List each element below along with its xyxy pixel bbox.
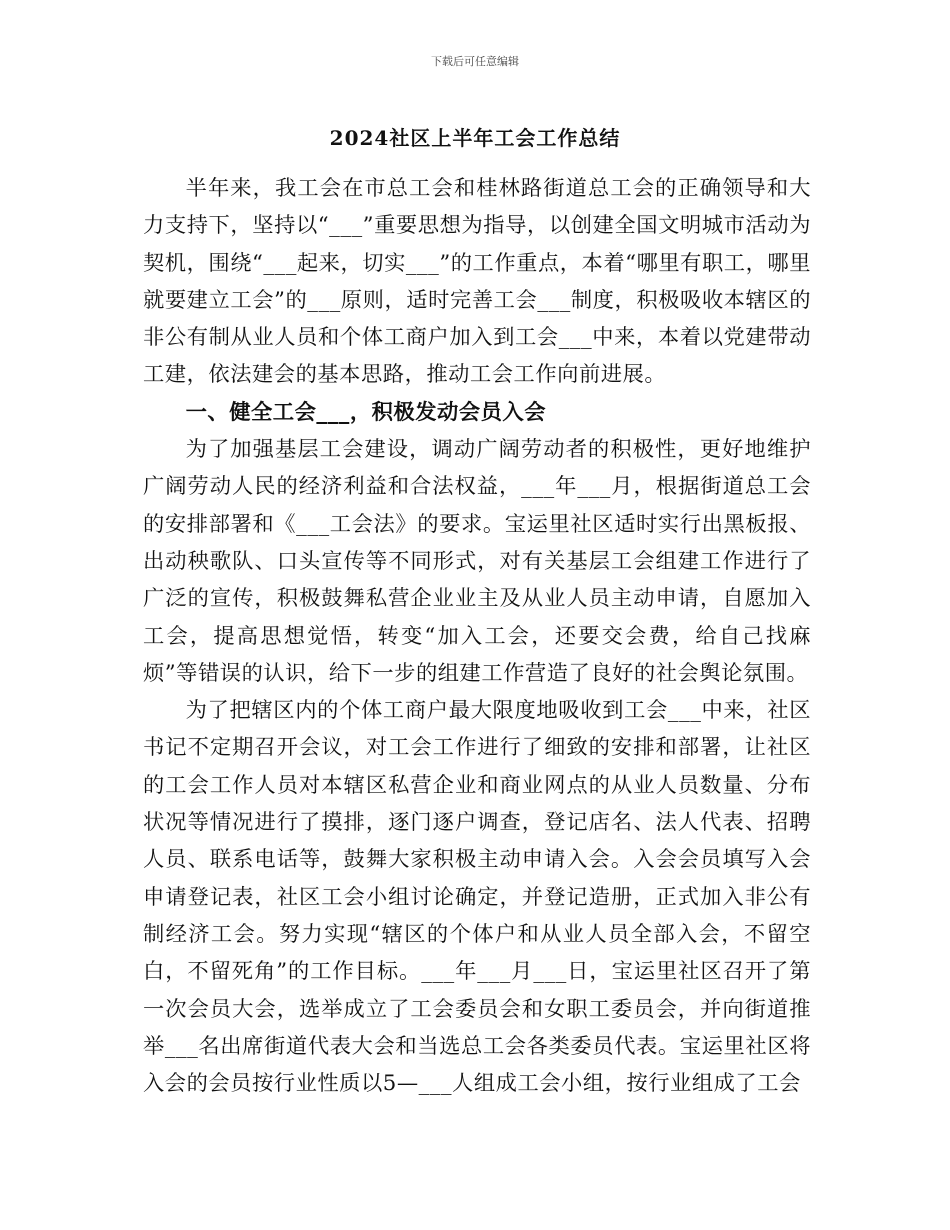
body-paragraph: 为了把辖区内的个体工商户最大限度地吸收到工会___中来，社区书记不定期召开会议，对工会工作进行了细致的安排和部署，让社区的工会工作人员对本辖区私营企业和商业网点的从业人员数量、分布状况等情况进行了摸排，逐门逐户调查，登记店名、法人代表、招聘人员、联系电话等，鼓舞大家积极主动申请入会。入会会员填写入会申请登记表，社区工会小组讨论确定，并登记造册，正式加入非公有制经济工会。努力实现“辖区的个体户和从业人员全部入会，不留空白，不留死角”的工作目标。___年___月___日，宝运里社区召开了第一次会员大会，选举成立了工会委员会和女职工委员会，并向街道推举___名出席街道代表大会和当选总工会各类委员代表。宝运里社区将入会的会员按行业性质以5—___人组成工会小组，按行业组成了工会 xyxy=(143,698,811,1097)
section-heading: 一、健全工会___，积极发动会员入会 xyxy=(185,399,546,425)
document-title: 2024社区上半年工会工作总结 xyxy=(329,126,621,150)
document-body xyxy=(143,170,811,1102)
page-header-note: 下载后可任意编辑 xyxy=(431,55,519,68)
body-paragraph: 为了加强基层工会建设，调动广阔劳动者的积极性，更好地维护广阔劳动人民的经济利益和合法权益，___年___月，根据街道总工会的安排部署和《___工会法》的要求。宝运里社区适时实行出黑板报、出动秧歌队、口头宣传等不同形式，对有关基层工会组建工作进行了广泛的宣传，积极鼓舞私营企业业主及从业人员主动申请，自愿加入工会，提高思想觉悟，转变“加入工会，还要交会费，给自己找麻烦”等错误的认识，给下一步的组建工作营造了良好的社会舆论氛围。 xyxy=(143,437,811,686)
intro-paragraph: 半年来，我工会在市总工会和桂林路街道总工会的正确领导和大力支持下，坚持以“___”重要思想为指导，以创建全国文明城市活动为契机，围绕“___起来，切实___”的工作重点，本着“哪里有职工，哪里就要建立工会”的___原则，适时完善工会___制度，积极吸收本辖区的非公有制从业人员和个体工商户加入到工会___中来，本着以党建带动工建，依法建会的基本思路，推动工会工作向前进展。 xyxy=(143,176,811,388)
